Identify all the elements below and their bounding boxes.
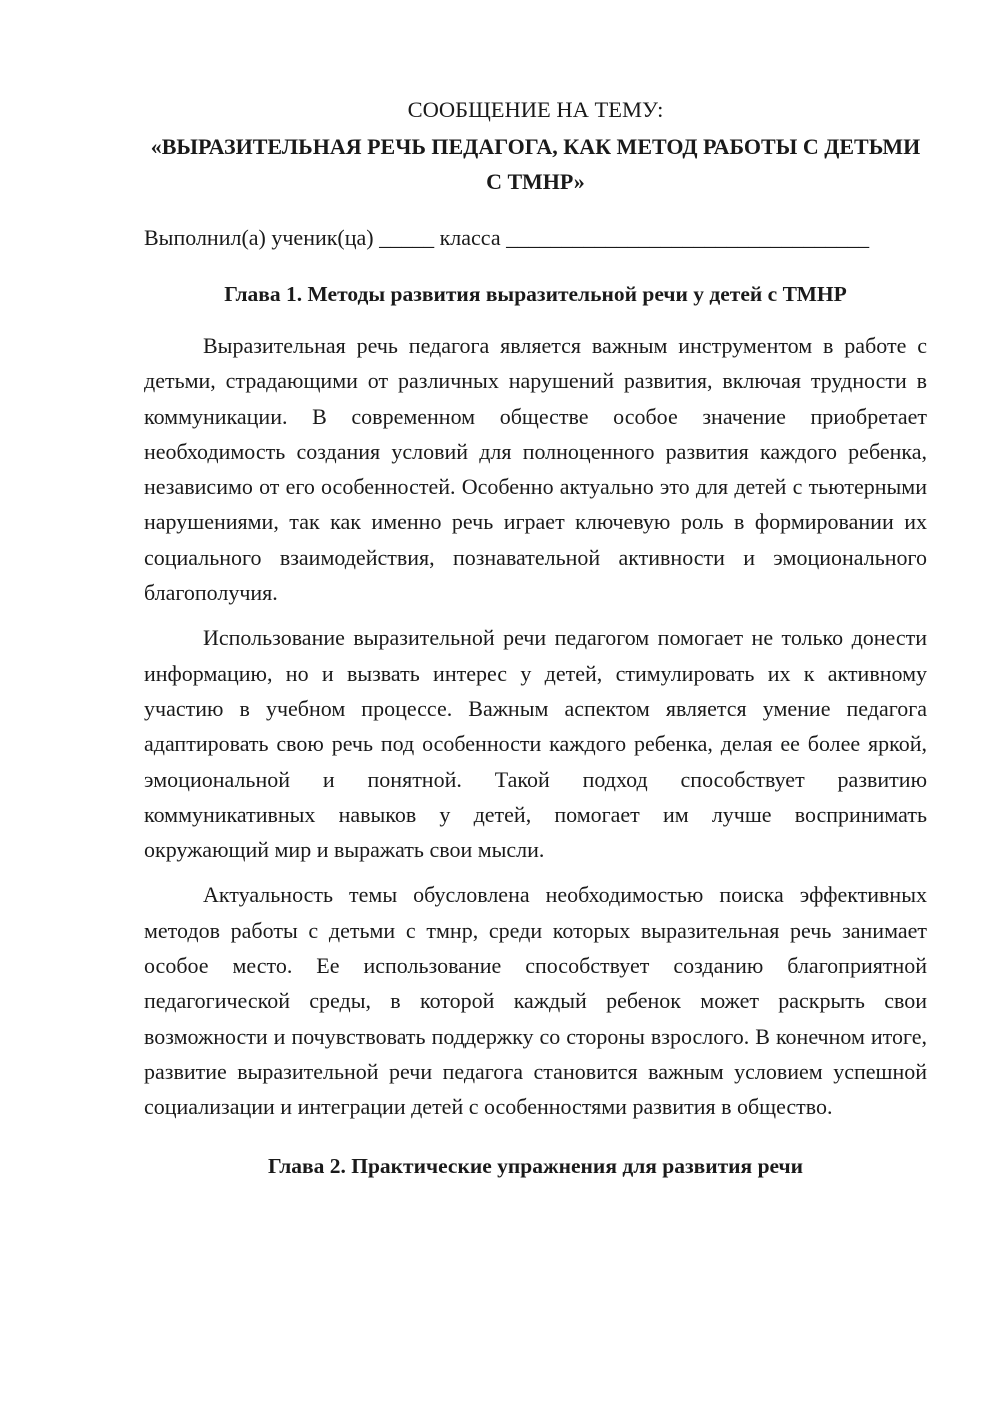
document-title: «ВЫРАЗИТЕЛЬНАЯ РЕЧЬ ПЕДАГОГА, КАК МЕТОД РАБОТЫ С ДЕТЬМИ С ТМНР»	[150, 134, 921, 194]
chapter-1-paragraph-2: Использование выразительной речи педагогом помогает не только донести информацию, но и вызвать интерес у детей, стимулировать их к активному участию в учебном процессе. Важным аспектом является умение педагога адаптировать свою речь под особенности каждого ребенка, делая ее более яркой, эмоциональной и понятной. Такой подход способствует развитию коммуникативных навыков у детей, помогает им лучше воспринимать окружающий мир и выражать свои мысли.	[144, 625, 927, 863]
author-line: Выполнил(а) ученик(ца) _____ класса _________________________________	[144, 225, 870, 250]
chapter-1-paragraph-3: Актуальность темы обусловлена необходимостью поиска эффективных методов работы с детьми с тмнр, среди которых выразительная речь занимает особое место. Ее использование способствует созданию благоприятной педагогической среды, в которой каждый ребенок может раскрыть свои возможности и почувствовать поддержку со стороны взрослого. В конечном итоге, развитие выразительной речи педагога становится важным условием успешной социализации и интеграции детей с особенностями развития в общество.	[144, 882, 927, 1120]
chapter-1-heading: Глава 1. Методы развития выразительной речи у детей с ТМНР	[224, 282, 847, 306]
chapter-2-heading: Глава 2. Практические упражнения для развития речи	[267, 1153, 804, 1178]
chapter-1-paragraph-1: Выразительная речь педагога является важным инструментом в работе с детьми, страдающими от различных нарушений развития, включая трудности в коммуникации. В современном обществе особое значение приобретает необходимость создания условий для полноценного развития каждого ребенка, независимо от его особенностей. Особенно актуально это для детей с тьютерными нарушениями, так как именно речь играет ключевую роль в формировании их социального взаимодействия, познавательной активности и эмоционального благополучия.	[144, 333, 927, 606]
document-page	[144, 92, 927, 1184]
document-header: СООБЩЕНИЕ НА ТЕМУ:	[407, 97, 664, 122]
